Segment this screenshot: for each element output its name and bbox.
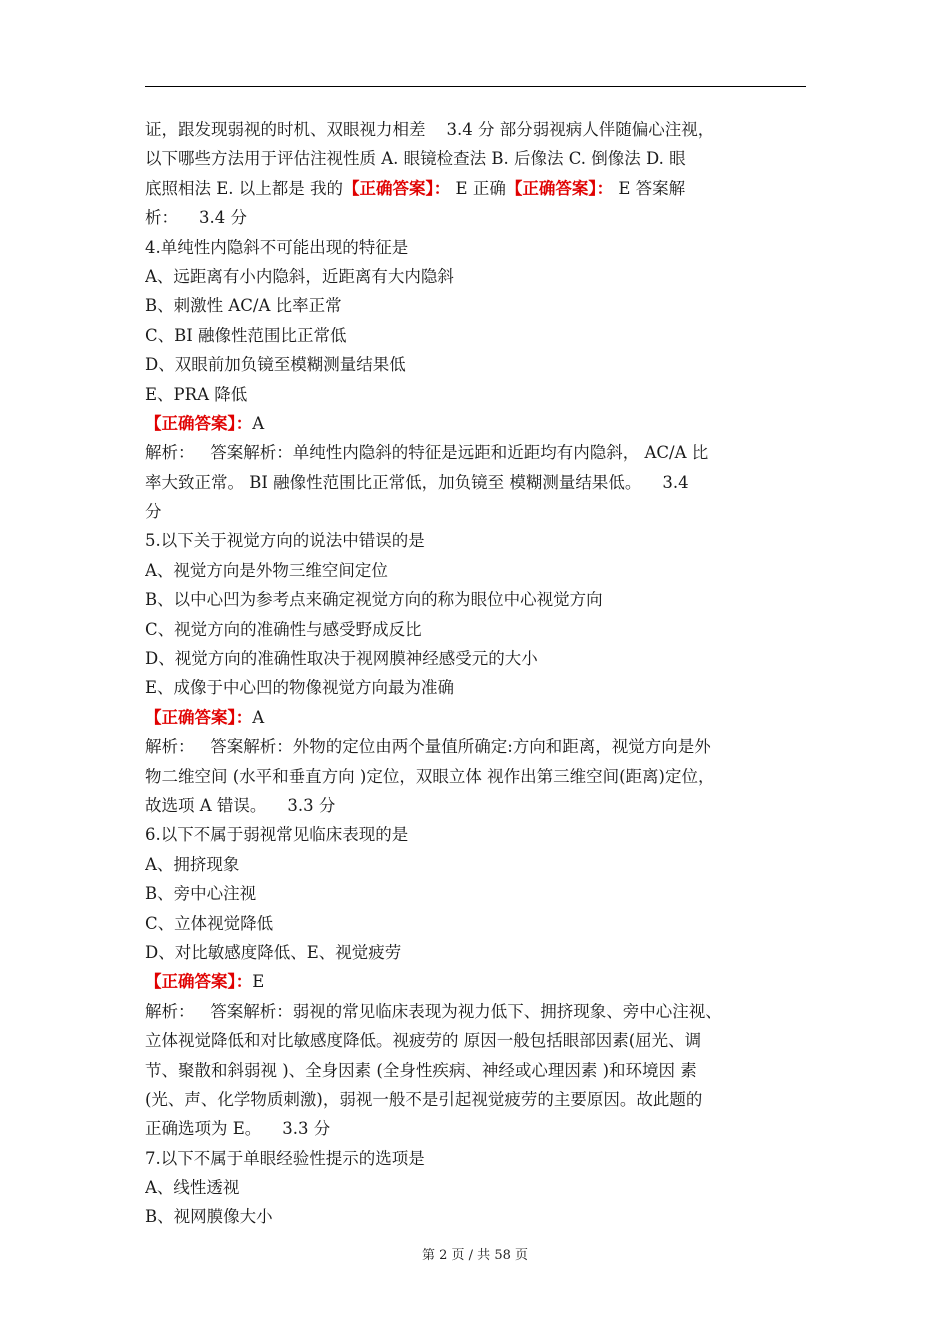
text-segment: 4.单纯性内隐斜不可能出现的特征是	[145, 237, 409, 257]
text-segment: 解析： 答案解析：外物的定位由两个量值所确定:方向和距离，视觉方向是外	[145, 737, 711, 757]
text-segment: A、远距离有小内隐斜，近距离有大内隐斜	[145, 266, 454, 286]
text-line	[145, 438, 810, 467]
answer-label: 【正确答案】：	[343, 178, 451, 198]
text-line	[145, 1202, 810, 1231]
answer-label: 【正确答案】：	[145, 707, 253, 727]
text-segment: C、立体视觉降低	[145, 913, 274, 933]
text-line	[145, 1144, 810, 1173]
text-line	[145, 1056, 810, 1085]
text-line	[145, 556, 810, 585]
text-segment: 析： 3.4 分	[145, 208, 247, 228]
text-segment: 底照相法 E. 以上都是 我的	[145, 178, 344, 198]
text-line	[145, 203, 810, 232]
text-segment: 解析： 答案解析：弱视的常见临床表现为视力低下、拥挤现象、旁中心注视、	[145, 1001, 722, 1021]
text-line	[145, 791, 810, 820]
text-segment: C、BI 融像性范围比正常低	[145, 325, 347, 345]
text-line	[145, 262, 810, 291]
text-segment: B、视网膜像大小	[145, 1207, 273, 1227]
text-line	[145, 350, 810, 379]
text-segment: E 正确	[450, 178, 506, 198]
answer-label: 【正确答案】：	[145, 972, 253, 992]
text-segment: E、PRA 降低	[145, 384, 248, 404]
text-line	[145, 820, 810, 849]
document-body	[145, 115, 810, 1232]
answer-label: 【正确答案】：	[505, 178, 614, 198]
text-line	[145, 967, 810, 996]
text-line	[145, 879, 810, 908]
text-segment: 立体视觉降低和对比敏感度降低。视疲劳的 原因一般包括眼部因素(屈光、调	[145, 1031, 702, 1051]
text-segment: 证，跟发现弱视的时机、双眼视力相差 3.4 分 部分弱视病人伴随偏心注视，	[145, 120, 715, 139]
text-segment: A、线性透视	[145, 1178, 240, 1198]
text-segment: 7.以下不属于单眼经验性提示的选项是	[145, 1148, 425, 1168]
text-segment: 正确选项为 E。 3.3 分	[145, 1119, 331, 1139]
text-line	[145, 291, 810, 320]
text-line	[145, 644, 810, 673]
text-segment: 物二维空间 (水平和垂直方向 )定位，双眼立体 视作出第三维空间(距离)定位，	[145, 766, 715, 786]
text-segment: B、刺激性 AC/A 比率正常	[145, 296, 342, 316]
text-line	[145, 585, 810, 614]
text-line	[145, 380, 810, 409]
text-segment: 6.以下不属于弱视常见临床表现的是	[145, 825, 409, 845]
text-segment: C、视觉方向的准确性与感受野成反比	[145, 619, 422, 639]
text-line	[145, 997, 810, 1026]
text-line	[145, 732, 810, 761]
text-line	[145, 409, 810, 438]
text-segment: 解析： 答案解析：单纯性内隐斜的特征是远距和近距均有内隐斜， AC/A 比	[145, 443, 709, 463]
text-segment: 率大致正常。 BI 融像性范围比正常低，加负镜至 模糊测量结果低。 3.4	[145, 472, 689, 492]
text-segment: E	[252, 972, 265, 992]
text-line	[145, 115, 810, 144]
text-segment: A	[252, 707, 265, 727]
text-segment: A、拥挤现象	[145, 854, 240, 874]
text-segment: 以下哪些方法用于评估注视性质 A. 眼镜检查法 B. 后像法 C. 倒像法 D. 眼	[145, 149, 686, 169]
text-line	[145, 321, 810, 350]
text-segment: B、旁中心注视	[145, 884, 257, 904]
text-line	[145, 938, 810, 967]
text-segment: 5.以下关于视觉方向的说法中错误的是	[145, 531, 425, 551]
text-line	[145, 1173, 810, 1202]
text-segment: D、视觉方向的准确性取决于视网膜神经感受元的大小	[145, 649, 538, 669]
text-line	[145, 526, 810, 555]
text-segment: A	[252, 413, 265, 433]
text-segment: E 答案解	[613, 178, 686, 198]
text-segment: E、成像于中心凹的物像视觉方向最为准确	[145, 678, 455, 698]
text-line	[145, 233, 810, 262]
text-segment: D、对比敏感度降低、E、视觉疲劳	[145, 942, 402, 962]
text-segment: A、视觉方向是外物三维空间定位	[145, 560, 388, 580]
text-segment: (光、声、化学物质刺激)，弱视一般不是引起视觉疲劳的主要原因。故此题的	[145, 1089, 703, 1109]
text-line	[145, 497, 810, 526]
text-segment: B、以中心凹为参考点来确定视觉方向的称为眼位中心视觉方向	[145, 590, 603, 610]
text-line	[145, 144, 810, 173]
header-rule	[145, 86, 806, 87]
text-line	[145, 673, 810, 702]
text-line	[145, 1114, 810, 1143]
text-line	[145, 1026, 810, 1055]
text-segment: 故选项 A 错误。 3.3 分	[145, 795, 336, 815]
text-line	[145, 174, 810, 203]
text-line	[145, 703, 810, 732]
text-segment: D、双眼前加负镜至模糊测量结果低	[145, 355, 406, 375]
text-segment: 节、聚散和斜弱视 )、全身因素 (全身性疾病、神经或心理因素 )和环境因 素	[145, 1060, 697, 1080]
text-line	[145, 468, 810, 497]
answer-label: 【正确答案】：	[145, 413, 253, 433]
text-line	[145, 909, 810, 938]
text-line	[145, 762, 810, 791]
text-segment: 分	[145, 502, 162, 522]
text-line	[145, 1085, 810, 1114]
page-footer: 第 2 页 / 共 58 页	[422, 1248, 528, 1263]
text-line	[145, 615, 810, 644]
text-line	[145, 850, 810, 879]
